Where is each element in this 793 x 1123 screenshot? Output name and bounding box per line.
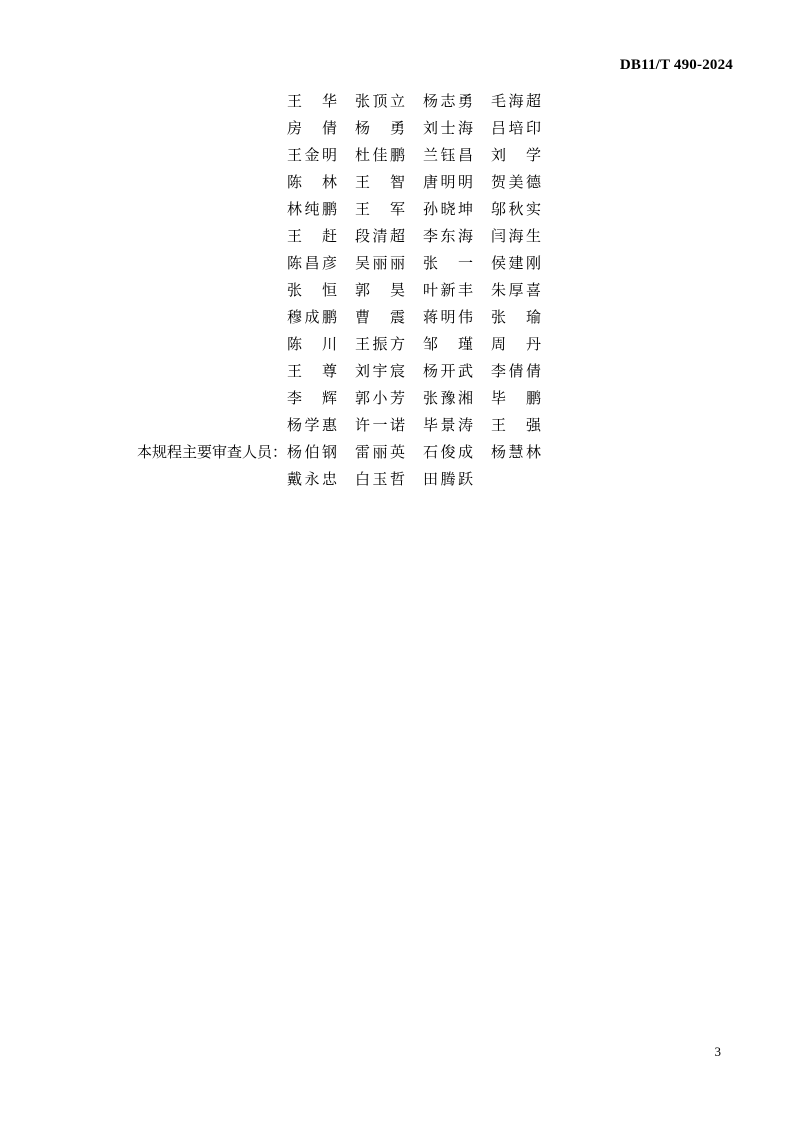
reviewer-name: 白玉哲 — [355, 472, 405, 488]
contributor-name: 闫海生 — [491, 229, 541, 245]
contributor-name: 王尊 — [287, 364, 337, 380]
contributor-name: 王强 — [491, 418, 541, 434]
contributor-name: 穆成鹏 — [287, 310, 337, 326]
contributor-name: 张恒 — [287, 283, 337, 299]
contributor-name: 毛海超 — [491, 94, 541, 110]
reviewer-name: 雷丽英 — [355, 445, 405, 461]
contributor-name: 房倩 — [287, 121, 337, 137]
contributor-name: 吴丽丽 — [355, 256, 405, 272]
contributor-row — [0, 360, 793, 387]
reviewers-row — [0, 441, 793, 468]
contributor-name: 王华 — [287, 94, 337, 110]
contributor-name: 陈川 — [287, 337, 337, 353]
contributor-row — [0, 333, 793, 360]
contributor-name: 陈昌彦 — [287, 256, 337, 272]
contributor-name: 曹震 — [355, 310, 405, 326]
page-number: 3 — [714, 1044, 721, 1059]
contributor-name: 杨勇 — [355, 121, 405, 137]
reviewer-name: 戴永忠 — [287, 472, 337, 488]
contributor-name: 林纯鹏 — [287, 202, 337, 218]
contributor-name: 王军 — [355, 202, 405, 218]
contributor-row — [0, 306, 793, 333]
contributor-name: 段清超 — [355, 229, 405, 245]
contributor-name: 刘士海 — [423, 121, 473, 137]
contributor-row — [0, 144, 793, 171]
contributor-row — [0, 225, 793, 252]
contributor-name: 刘学 — [491, 148, 541, 164]
contributor-name: 贺美德 — [491, 175, 541, 191]
contributor-name: 王赶 — [287, 229, 337, 245]
reviewer-name: 杨伯钢 — [287, 445, 337, 461]
contributor-name: 李辉 — [287, 391, 337, 407]
contributor-name: 许一诺 — [355, 418, 405, 434]
contributor-name: 邬秋实 — [491, 202, 541, 218]
contributor-row — [0, 387, 793, 414]
contributor-row — [0, 414, 793, 441]
contributor-name: 李倩倩 — [491, 364, 541, 380]
contributor-name: 毕景涛 — [423, 418, 473, 434]
contributor-name: 毕鹏 — [491, 391, 541, 407]
contributor-row — [0, 279, 793, 306]
contributor-name: 陈林 — [287, 175, 337, 191]
contributor-name: 侯建刚 — [491, 256, 541, 272]
contributor-name: 周丹 — [491, 337, 541, 353]
contributor-name: 李东海 — [423, 229, 473, 245]
contributor-name: 张豫湘 — [423, 391, 473, 407]
contributor-name: 郭小芳 — [355, 391, 405, 407]
contributor-name: 杨学惠 — [287, 418, 337, 434]
contributor-row — [0, 198, 793, 225]
contributor-name: 王智 — [355, 175, 405, 191]
contributor-name: 孙晓坤 — [423, 202, 473, 218]
page-header-standard-code: DB11/T 490-2024 — [619, 57, 733, 73]
contributor-name: 刘宇宸 — [355, 364, 405, 380]
contributor-name: 王金明 — [287, 148, 337, 164]
reviewer-name: 杨慧林 — [491, 445, 541, 461]
contributor-name: 郭昊 — [355, 283, 405, 299]
contributor-name: 吕培印 — [491, 121, 541, 137]
contributor-name: 邹瑾 — [423, 337, 473, 353]
contributor-name: 张顶立 — [355, 94, 405, 110]
contributor-row — [0, 171, 793, 198]
contributor-name: 叶新丰 — [423, 283, 473, 299]
contributor-name: 张一 — [423, 256, 473, 272]
contributor-name: 杜佳鹏 — [355, 148, 405, 164]
reviewer-name: 石俊成 — [423, 445, 473, 461]
reviewers-row — [0, 468, 793, 495]
contributor-name: 杨志勇 — [423, 94, 473, 110]
contributors-list — [0, 90, 793, 495]
contributor-name: 兰钰昌 — [423, 148, 473, 164]
contributor-name: 蒋明伟 — [423, 310, 473, 326]
contributor-name: 王振方 — [355, 337, 405, 353]
reviewer-name: 田腾跃 — [423, 472, 473, 488]
contributor-name: 张瑜 — [491, 310, 541, 326]
contributor-name: 唐明明 — [423, 175, 473, 191]
contributor-row — [0, 252, 793, 279]
contributor-row — [0, 90, 793, 117]
contributor-row — [0, 117, 793, 144]
reviewers-label: 本规程主要审查人员： — [136, 445, 287, 461]
contributor-name: 朱厚喜 — [491, 283, 541, 299]
contributor-name: 杨开武 — [423, 364, 473, 380]
